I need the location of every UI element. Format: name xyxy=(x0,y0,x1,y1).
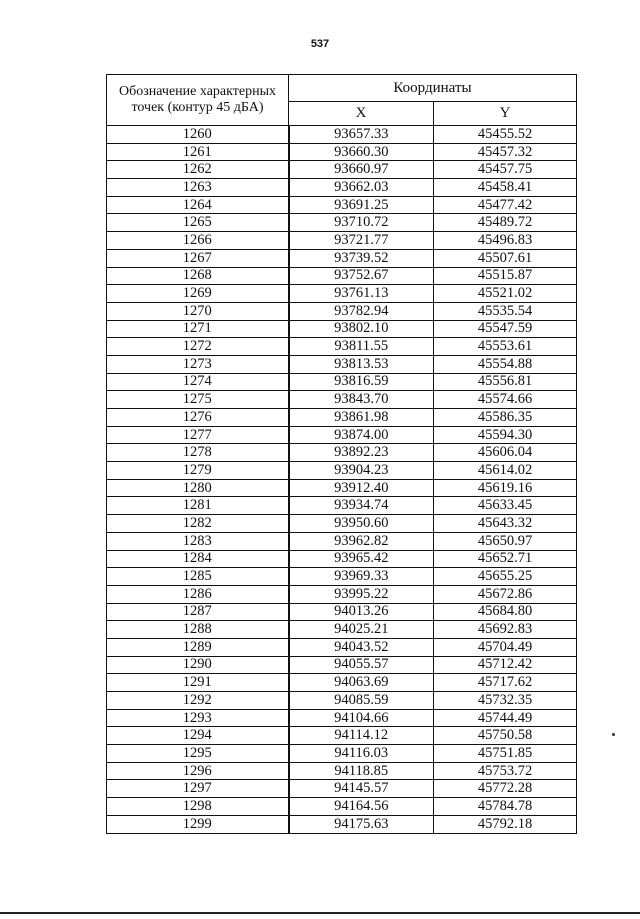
x-coordinate-cell: 94114.12 xyxy=(289,727,434,745)
y-coordinate-cell: 45751.85 xyxy=(434,745,577,763)
point-id-cell: 1263 xyxy=(107,179,289,197)
table-row xyxy=(107,550,577,568)
point-id-cell: 1289 xyxy=(107,638,289,656)
x-coordinate-cell: 93861.98 xyxy=(289,409,434,427)
x-coordinate-cell: 93691.25 xyxy=(289,196,434,214)
point-id-cell: 1295 xyxy=(107,745,289,763)
x-coordinate-cell: 93660.30 xyxy=(289,143,434,161)
scan-speck xyxy=(612,733,615,736)
point-id-cell: 1260 xyxy=(107,126,289,144)
x-coordinate-cell: 93950.60 xyxy=(289,515,434,533)
point-id-cell: 1292 xyxy=(107,692,289,710)
table-row xyxy=(107,638,577,656)
table-row xyxy=(107,355,577,373)
x-coordinate-cell: 93813.53 xyxy=(289,355,434,373)
point-id-cell: 1298 xyxy=(107,798,289,816)
y-coordinate-cell: 45744.49 xyxy=(434,709,577,727)
y-coordinate-cell: 45489.72 xyxy=(434,214,577,232)
x-coordinate-cell: 94055.57 xyxy=(289,656,434,674)
point-id-cell: 1271 xyxy=(107,320,289,338)
table-row xyxy=(107,727,577,745)
y-coordinate-cell: 45633.45 xyxy=(434,497,577,515)
y-coordinate-cell: 45792.18 xyxy=(434,815,577,833)
point-id-cell: 1280 xyxy=(107,479,289,497)
y-coordinate-cell: 45772.28 xyxy=(434,780,577,798)
scan-edge-line xyxy=(0,912,640,914)
y-coordinate-cell: 45455.52 xyxy=(434,126,577,144)
y-coordinate-cell: 45692.83 xyxy=(434,621,577,639)
page-number: 537 xyxy=(310,38,330,50)
y-coordinate-cell: 45586.35 xyxy=(434,409,577,427)
header-y: Y xyxy=(434,102,577,126)
table-row xyxy=(107,674,577,692)
table-row xyxy=(107,179,577,197)
x-coordinate-cell: 93721.77 xyxy=(289,232,434,250)
y-coordinate-cell: 45556.81 xyxy=(434,373,577,391)
table-row xyxy=(107,338,577,356)
point-id-cell: 1299 xyxy=(107,815,289,833)
header-coordinates: Координаты xyxy=(289,75,577,102)
table-row xyxy=(107,656,577,674)
point-id-cell: 1281 xyxy=(107,497,289,515)
table-row xyxy=(107,126,577,144)
table-row xyxy=(107,479,577,497)
y-coordinate-cell: 45458.41 xyxy=(434,179,577,197)
x-coordinate-cell: 93811.55 xyxy=(289,338,434,356)
table-body xyxy=(107,126,577,834)
point-id-cell: 1269 xyxy=(107,285,289,303)
point-id-cell: 1297 xyxy=(107,780,289,798)
x-coordinate-cell: 93874.00 xyxy=(289,426,434,444)
table-row xyxy=(107,426,577,444)
table-row xyxy=(107,409,577,427)
y-coordinate-cell: 45477.42 xyxy=(434,196,577,214)
table-row xyxy=(107,214,577,232)
y-coordinate-cell: 45753.72 xyxy=(434,762,577,780)
point-id-cell: 1284 xyxy=(107,550,289,568)
point-id-cell: 1272 xyxy=(107,338,289,356)
point-id-cell: 1285 xyxy=(107,568,289,586)
point-id-cell: 1276 xyxy=(107,409,289,427)
table-row xyxy=(107,603,577,621)
table-row xyxy=(107,798,577,816)
x-coordinate-cell: 93843.70 xyxy=(289,391,434,409)
table-row xyxy=(107,285,577,303)
y-coordinate-cell: 45650.97 xyxy=(434,532,577,550)
y-coordinate-cell: 45553.61 xyxy=(434,338,577,356)
x-coordinate-cell: 93660.97 xyxy=(289,161,434,179)
point-id-cell: 1267 xyxy=(107,249,289,267)
point-id-cell: 1282 xyxy=(107,515,289,533)
x-coordinate-cell: 93761.13 xyxy=(289,285,434,303)
x-coordinate-cell: 94118.85 xyxy=(289,762,434,780)
table-row xyxy=(107,444,577,462)
x-coordinate-cell: 93739.52 xyxy=(289,249,434,267)
x-coordinate-cell: 94063.69 xyxy=(289,674,434,692)
x-coordinate-cell: 94104.66 xyxy=(289,709,434,727)
y-coordinate-cell: 45574.66 xyxy=(434,391,577,409)
point-id-cell: 1294 xyxy=(107,727,289,745)
y-coordinate-cell: 45672.86 xyxy=(434,585,577,603)
x-coordinate-cell: 93892.23 xyxy=(289,444,434,462)
y-coordinate-cell: 45712.42 xyxy=(434,656,577,674)
y-coordinate-cell: 45704.49 xyxy=(434,638,577,656)
point-id-cell: 1293 xyxy=(107,709,289,727)
x-coordinate-cell: 94085.59 xyxy=(289,692,434,710)
x-coordinate-cell: 93995.22 xyxy=(289,585,434,603)
table-row xyxy=(107,780,577,798)
x-coordinate-cell: 93934.74 xyxy=(289,497,434,515)
y-coordinate-cell: 45655.25 xyxy=(434,568,577,586)
x-coordinate-cell: 94145.57 xyxy=(289,780,434,798)
x-coordinate-cell: 94013.26 xyxy=(289,603,434,621)
x-coordinate-cell: 93802.10 xyxy=(289,320,434,338)
x-coordinate-cell: 93710.72 xyxy=(289,214,434,232)
y-coordinate-cell: 45684.80 xyxy=(434,603,577,621)
table-row xyxy=(107,621,577,639)
point-id-cell: 1283 xyxy=(107,532,289,550)
x-coordinate-cell: 93816.59 xyxy=(289,373,434,391)
header-point-designation: Обозначение характерных точек (контур 45 дБА) xyxy=(107,75,289,126)
y-coordinate-cell: 45619.16 xyxy=(434,479,577,497)
x-coordinate-cell: 93904.23 xyxy=(289,462,434,480)
x-coordinate-cell: 94043.52 xyxy=(289,638,434,656)
header-x: X xyxy=(289,102,434,126)
point-id-cell: 1268 xyxy=(107,267,289,285)
point-id-cell: 1265 xyxy=(107,214,289,232)
point-id-cell: 1278 xyxy=(107,444,289,462)
table-row xyxy=(107,745,577,763)
y-coordinate-cell: 45750.58 xyxy=(434,727,577,745)
table-row xyxy=(107,196,577,214)
x-coordinate-cell: 93912.40 xyxy=(289,479,434,497)
point-id-cell: 1277 xyxy=(107,426,289,444)
x-coordinate-cell: 94164.56 xyxy=(289,798,434,816)
y-coordinate-cell: 45507.61 xyxy=(434,249,577,267)
table-row xyxy=(107,692,577,710)
point-id-cell: 1288 xyxy=(107,621,289,639)
point-id-cell: 1274 xyxy=(107,373,289,391)
table-row xyxy=(107,515,577,533)
y-coordinate-cell: 45457.32 xyxy=(434,143,577,161)
point-id-cell: 1279 xyxy=(107,462,289,480)
point-id-cell: 1262 xyxy=(107,161,289,179)
y-coordinate-cell: 45643.32 xyxy=(434,515,577,533)
table-row xyxy=(107,762,577,780)
table-row xyxy=(107,267,577,285)
x-coordinate-cell: 94175.63 xyxy=(289,815,434,833)
table-row xyxy=(107,462,577,480)
table-row xyxy=(107,532,577,550)
table-row xyxy=(107,585,577,603)
point-id-cell: 1291 xyxy=(107,674,289,692)
point-id-cell: 1270 xyxy=(107,302,289,320)
x-coordinate-cell: 93965.42 xyxy=(289,550,434,568)
point-id-cell: 1261 xyxy=(107,143,289,161)
table-row xyxy=(107,249,577,267)
x-coordinate-cell: 93962.82 xyxy=(289,532,434,550)
y-coordinate-cell: 45515.87 xyxy=(434,267,577,285)
table-header xyxy=(107,75,577,126)
table-row xyxy=(107,161,577,179)
y-coordinate-cell: 45732.35 xyxy=(434,692,577,710)
point-id-cell: 1287 xyxy=(107,603,289,621)
y-coordinate-cell: 45614.02 xyxy=(434,462,577,480)
table-row xyxy=(107,232,577,250)
table-row xyxy=(107,391,577,409)
table-row xyxy=(107,302,577,320)
table-row xyxy=(107,497,577,515)
table-row xyxy=(107,373,577,391)
x-coordinate-cell: 93969.33 xyxy=(289,568,434,586)
y-coordinate-cell: 45535.54 xyxy=(434,302,577,320)
point-id-cell: 1290 xyxy=(107,656,289,674)
x-coordinate-cell: 93657.33 xyxy=(289,126,434,144)
point-id-cell: 1266 xyxy=(107,232,289,250)
x-coordinate-cell: 94025.21 xyxy=(289,621,434,639)
x-coordinate-cell: 93752.67 xyxy=(289,267,434,285)
x-coordinate-cell: 93662.03 xyxy=(289,179,434,197)
table-row xyxy=(107,815,577,833)
x-coordinate-cell: 93782.94 xyxy=(289,302,434,320)
point-id-cell: 1273 xyxy=(107,355,289,373)
table-row xyxy=(107,320,577,338)
y-coordinate-cell: 45496.83 xyxy=(434,232,577,250)
x-coordinate-cell: 94116.03 xyxy=(289,745,434,763)
coordinates-table xyxy=(106,74,577,834)
y-coordinate-cell: 45457.75 xyxy=(434,161,577,179)
y-coordinate-cell: 45784.78 xyxy=(434,798,577,816)
table-row xyxy=(107,568,577,586)
table-row xyxy=(107,709,577,727)
point-id-cell: 1286 xyxy=(107,585,289,603)
y-coordinate-cell: 45547.59 xyxy=(434,320,577,338)
y-coordinate-cell: 45652.71 xyxy=(434,550,577,568)
table-row xyxy=(107,143,577,161)
point-id-cell: 1296 xyxy=(107,762,289,780)
y-coordinate-cell: 45606.04 xyxy=(434,444,577,462)
y-coordinate-cell: 45554.88 xyxy=(434,355,577,373)
y-coordinate-cell: 45521.02 xyxy=(434,285,577,303)
y-coordinate-cell: 45594.30 xyxy=(434,426,577,444)
point-id-cell: 1264 xyxy=(107,196,289,214)
point-id-cell: 1275 xyxy=(107,391,289,409)
y-coordinate-cell: 45717.62 xyxy=(434,674,577,692)
